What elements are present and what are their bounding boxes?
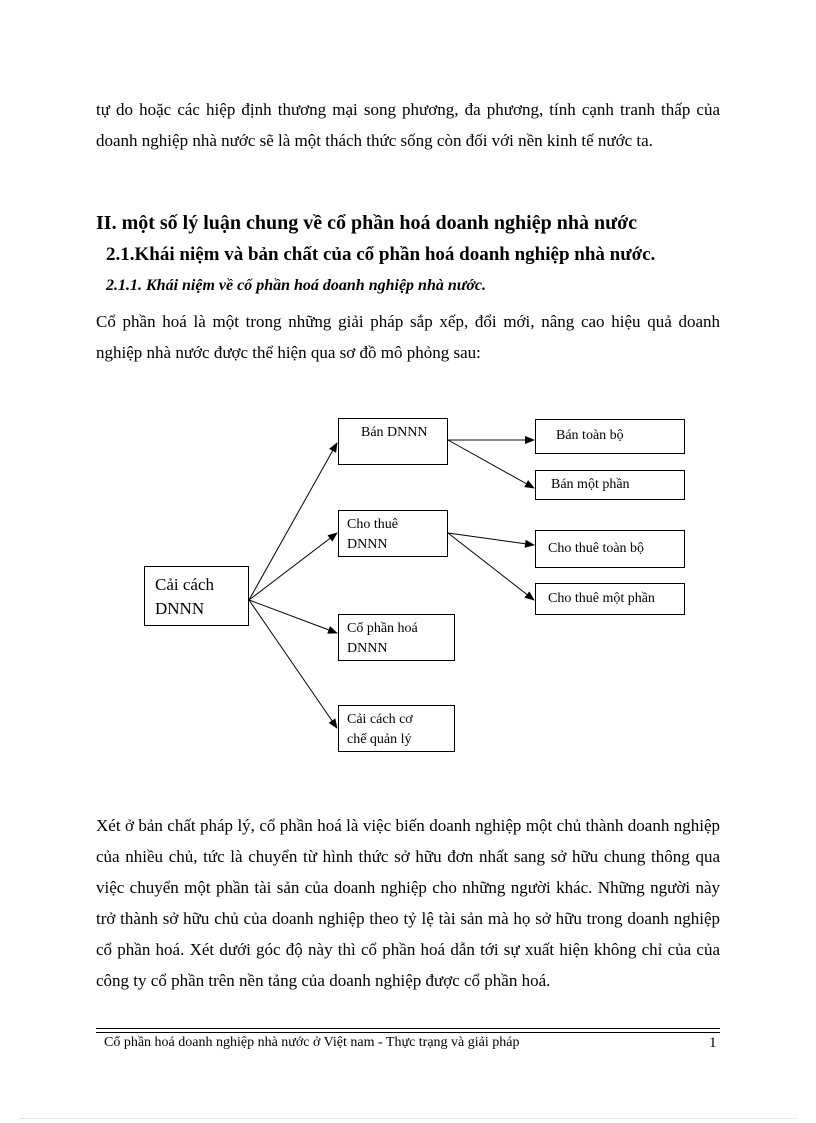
section-heading: II. một số lý luận chung về cổ phần hoá doanh nghiệp nhà nước (96, 212, 638, 234)
footer-rule-bottom (96, 1032, 720, 1033)
subsubsection-heading: 2.1.1. Khái niệm về cổ phần hoá doanh nghiệp nhà nước. (106, 277, 487, 294)
footer-page-number: 1 (709, 1035, 717, 1051)
diagram-node-root (144, 566, 249, 626)
diagram-node-sell-all-label: Bán toàn bộ (556, 428, 624, 443)
diagram-node-sell-part (535, 470, 685, 500)
diagram-node-reform-line2: chế quản lý (347, 732, 412, 747)
arrow-lease-to-all (448, 533, 534, 545)
paragraph-definition: Cổ phần hoá là một trong những giải pháp sắp xếp, đổi mới, nâng cao hiệu quả doanh nghiệp nhà nước được thể hiện qua sơ đồ mô phỏng sau: (96, 312, 720, 362)
diagram-node-root-line2: DNNN (155, 599, 205, 618)
diagram-node-sell-label: Bán DNNN (361, 425, 428, 440)
footer-rule-top (96, 1028, 720, 1029)
footer-title: Cổ phần hoá doanh nghiệp nhà nước ở Việt nam - Thực trạng và giải pháp (104, 1035, 520, 1050)
diagram-node-lease-line2: DNNN (347, 537, 388, 552)
arrow-root-to-reform (249, 600, 337, 728)
diagram-node-lease-line1: Cho thuê (347, 517, 398, 532)
diagram-node-equitize-line1: Cổ phần hoá (347, 621, 418, 636)
diagram-node-lease-part (535, 583, 685, 615)
arrow-root-to-equitize (249, 600, 337, 633)
diagram-node-root-line1: Cải cách (155, 575, 214, 594)
diagram-node-sell-part-label: Bán một phần (551, 477, 630, 492)
diagram-node-equitize (338, 614, 455, 661)
diagram-node-lease (338, 510, 448, 557)
subsection-heading: 2.1.Khái niệm và bản chất của cổ phần hoá doanh nghiệp nhà nước. (106, 244, 656, 265)
intro-paragraph: tự do hoặc các hiệp định thương mại song phương, đa phương, tính cạnh tranh thấp của doanh nghiệp nhà nước sẽ là một thách thức sống còn đối với nền kinh tế nước ta. (96, 100, 720, 150)
diagram-node-lease-all-label: Cho thuê toàn bộ (548, 541, 645, 556)
paragraph-legal-nature: Xét ở bản chất pháp lý, cổ phần hoá là việc biến doanh nghiệp một chủ thành doanh nghiệp của nhiều chủ, tức là chuyển từ hình thức sở hữu đơn nhất sang sở hữu chung thông qua việc chuyển một phần tài sản của doanh nghiệp cho những người khác. Những người này trở thành sở hữu chủ của doanh nghiệp theo tỷ lệ tài sản mà họ sở hữu trong doanh nghiệp cổ phần hoá. Xét dưới góc độ này thì cổ phần hoá dẫn tới sự xuất hiện không chỉ của của công ty cổ phần trên nền tảng của doanh nghiệp được cổ phần hoá. (96, 816, 720, 990)
diagram-node-sell-all (535, 419, 685, 454)
page-bottom-divider (20, 1118, 796, 1119)
arrow-sell-to-part (448, 440, 534, 488)
diagram-node-reform-line1: Cải cách cơ (347, 712, 413, 727)
diagram-node-reform (338, 705, 455, 752)
diagram-node-sell (338, 418, 448, 465)
diagram-node-lease-all (535, 530, 685, 568)
arrow-lease-to-part (448, 533, 534, 600)
diagram-node-lease-part-label: Cho thuê một phần (548, 591, 655, 606)
arrow-root-to-sell (249, 443, 337, 600)
diagram-node-equitize-line2: DNNN (347, 641, 388, 656)
arrow-root-to-lease (249, 533, 337, 600)
